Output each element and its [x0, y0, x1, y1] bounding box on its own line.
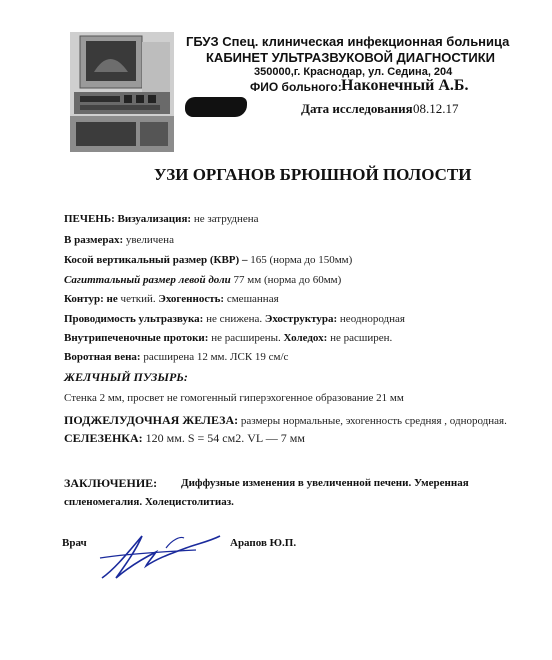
report-title: УЗИ ОРГАНОВ БРЮШНОЙ ПОЛОСТИ: [154, 165, 472, 184]
department-name: КАБИНЕТ УЛЬТРАЗВУКОВОЙ ДИАГНОСТИКИ: [206, 50, 496, 65]
doctor-name: Арапов Ю.П.: [230, 537, 297, 549]
org-name: ГБУЗ Спец. клиническая инфекционная больница: [186, 34, 510, 49]
patient-name: Наконечный А.Б.: [341, 77, 469, 94]
line-label: Воротная вена:: [64, 351, 141, 363]
date-label: Дата исследования: [301, 101, 413, 116]
conclusion-line-2: спленомегалия. Холецистолитиаз.: [64, 496, 234, 508]
line-label-2: Холедох:: [283, 332, 328, 344]
line-label-2: Эхоструктура:: [264, 313, 338, 325]
line-value: увеличена: [123, 234, 174, 246]
report-line: [64, 234, 174, 246]
ultrasound-machine-photo: [70, 32, 174, 152]
line-label: Контур: не: [64, 293, 118, 305]
patient-label: ФИО больного:: [250, 80, 342, 94]
report-line: [64, 293, 279, 305]
conclusion-label: ЗАКЛЮЧЕНИЕ:: [64, 476, 158, 490]
pancreas-label: ПОДЖЕЛУДОЧНАЯ ЖЕЛЕЗА:: [64, 413, 239, 427]
line-value: расширена 12 мм. ЛСК 19 см/с: [140, 351, 289, 363]
report-line: [64, 351, 288, 363]
redaction-mark: [185, 97, 247, 117]
pancreas-value: размеры нормальные, эхогенность средняя , однородная.: [238, 415, 507, 427]
report-line: [64, 213, 259, 225]
address: 350000,г. Краснодар, ул. Седина, 204: [254, 66, 453, 78]
conclusion-line-1: Диффузные изменения в увеличенной печени. Умеренная: [181, 477, 469, 489]
exam-date: 08.12.17: [413, 101, 459, 116]
line-label-2: Эхогенность:: [158, 293, 225, 305]
line-label: В размерах:: [64, 234, 124, 246]
line-value: 77 мм (норма до 60мм): [230, 274, 342, 286]
doctor-label: Врач: [62, 537, 87, 549]
line-label: Косой вертикальный размер (КВР) –: [64, 254, 248, 266]
report-line: [64, 254, 352, 266]
line-value-2: не расширен.: [327, 332, 393, 344]
line-value: 165 (норма до 150мм): [247, 254, 353, 266]
line-value-2: неоднородная: [337, 313, 405, 325]
report-line: [64, 332, 392, 344]
spleen-label: СЕЛЕЗЕНКА:: [64, 431, 143, 445]
gallbladder-heading: ЖЕЛЧНЫЙ ПУЗЫРЬ:: [64, 370, 188, 384]
line-label: Сагиттальный размер левой доли: [64, 274, 231, 286]
report-line: [64, 274, 341, 286]
line-value: четкий.: [117, 293, 159, 305]
pancreas-line: [64, 413, 507, 428]
ultrasound-machine-image: [70, 32, 174, 152]
signature-image: [96, 528, 226, 584]
line-value: не снижена.: [203, 313, 265, 325]
spleen-line: [64, 431, 305, 446]
line-value-2: смешанная: [224, 293, 279, 305]
line-label: ПЕЧЕНЬ: Визуализация:: [64, 213, 192, 225]
line-value: не расширены.: [208, 332, 284, 344]
line-label: Проводимость ультразвука:: [64, 313, 204, 325]
line-value: не затруднена: [191, 213, 259, 225]
gallbladder-text: Стенка 2 мм, просвет не гомогенный гиперэхогенное образование 21 мм: [64, 392, 404, 404]
spleen-value: 120 мм. S = 54 см2. VL — 7 мм: [142, 431, 305, 445]
report-line: [64, 313, 405, 325]
line-label: Внутрипеченочные протоки:: [64, 332, 209, 344]
